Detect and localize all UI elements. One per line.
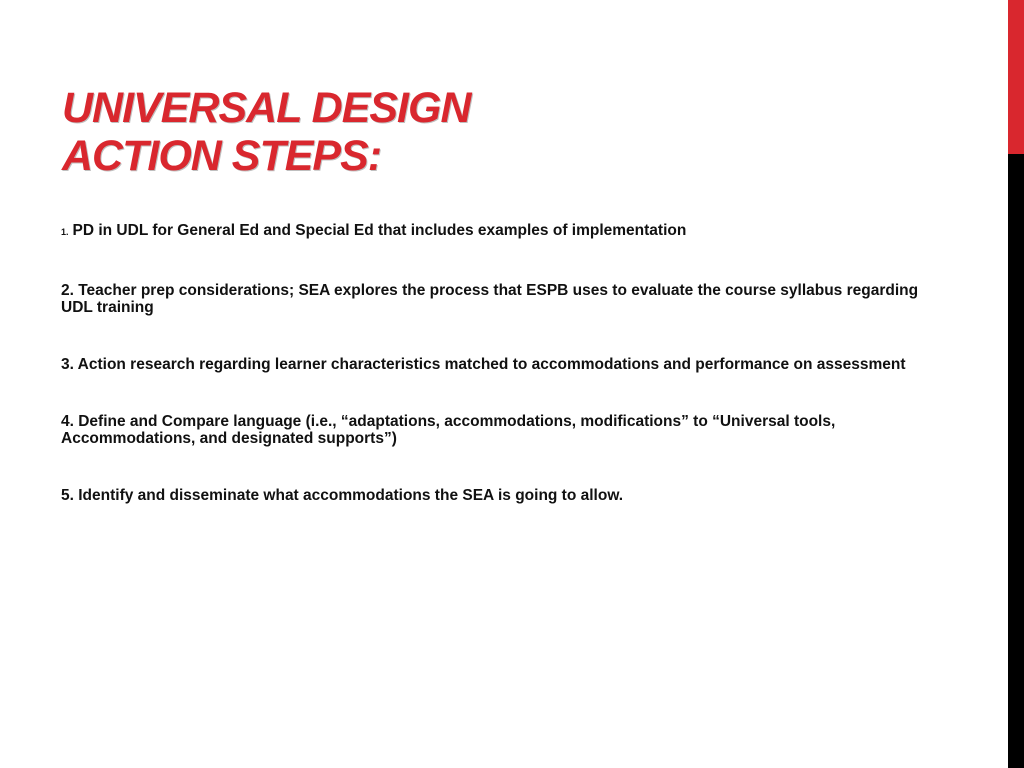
action-step-3: 3. Action research regarding learner characteristics matched to accommodations and performance on assessment: [61, 356, 906, 373]
slide-title: [62, 84, 962, 180]
slide-title-line-1: UNIVERSAL DESIGN: [62, 84, 471, 132]
side-accent-bar-red: [1008, 0, 1024, 154]
slide-title-line-2: ACTION STEPS:: [62, 132, 382, 180]
side-accent-bar-black: [1008, 154, 1024, 768]
action-step-4: 4. Define and Compare language (i.e., “adaptations, accommodations, modifications” to “Universal tools, Accommodations, and designated supports”): [61, 413, 836, 447]
action-step-1-number: 1.: [61, 227, 69, 237]
action-step-2: 2. Teacher prep considerations; SEA explores the process that ESPB uses to evaluate the course syllabus regarding UDL training: [61, 282, 919, 316]
action-steps-list: [61, 222, 921, 504]
action-step-1: [61, 222, 921, 241]
action-step-1-text: PD in UDL for General Ed and Special Ed that includes examples of implementation: [72, 222, 687, 239]
action-step-5: 5. Identify and disseminate what accommodations the SEA is going to allow.: [61, 487, 624, 504]
